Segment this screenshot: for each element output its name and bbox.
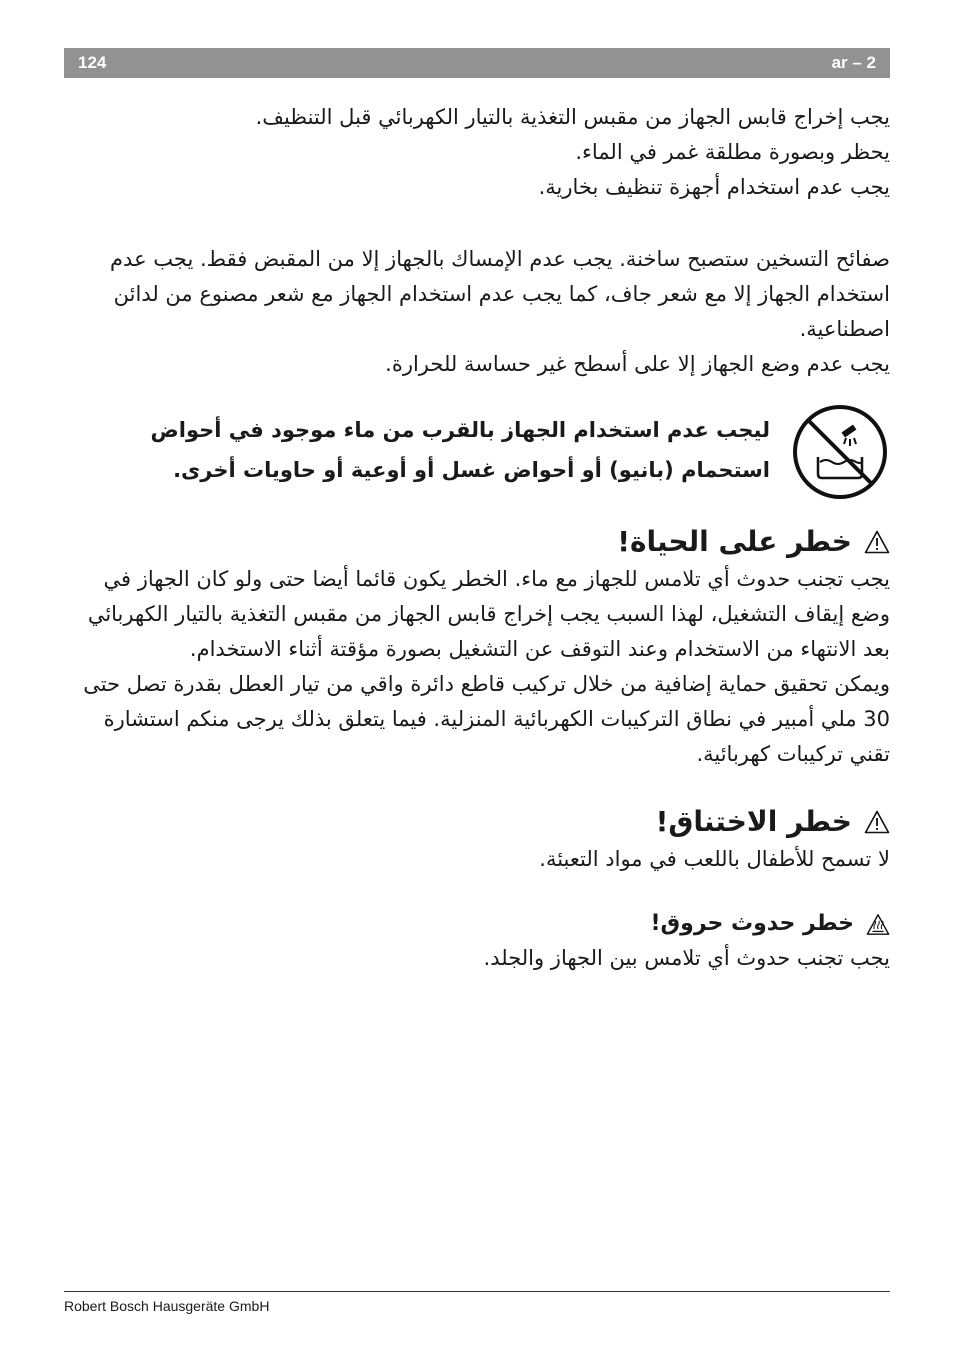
danger-life-title: خطر على الحياة!	[617, 525, 852, 558]
plates-paragraph: صفائح التسخين ستصبح ساخنة. يجب عدم الإمساك بالجهاز إلا من المقبض فقط. يجب عدم استخدام الجهاز إلا مع شعر جاف، كما يجب عدم استخدام الجهاز مع شعر مصنوع من لدائن اصطناعية.	[110, 247, 890, 341]
danger-life-paragraph-1: يجب تجنب حدوث أي تلامس للجهاز مع ماء. الخطر يكون قائما أيضا حتى ولو كان الجهاز في وضع إيقاف التشغيل، لهذا السبب يجب إخراج قابس الجهاز من مقبس التغذية بالتيار الكهربائي بعد الانتهاء من الاستخدام وعند التوقف عن التشغيل بصورة مؤقتة أثناء الاستخدام.	[87, 567, 890, 661]
danger-suffocation-text: لا تسمح للأطفال باللعب في مواد التعبئة.	[539, 847, 890, 871]
water-notice	[64, 402, 890, 502]
water-notice-text: ليجب عدم استخدام الجهاز بالقرب من ماء موجود في أحواض استحمام (بانيو) أو أحواض غسل أو أوعية أو حاويات أخرى.	[150, 418, 770, 482]
cleaning-line-2: يحظر وبصورة مطلقة غمر في الماء.	[575, 140, 890, 164]
page-header-bar	[64, 48, 890, 78]
warning-triangle-icon	[864, 530, 890, 554]
cleaning-line-1: يجب إخراج قابس الجهاز من مقبس التغذية بالتيار الكهربائي قبل التنظيف.	[255, 105, 890, 129]
hot-surface-warning-icon	[866, 913, 890, 936]
page-number: 124	[78, 53, 107, 72]
surface-paragraph: يجب عدم وضع الجهاز إلا على أسطح غير حساسة للحرارة.	[385, 352, 890, 376]
danger-suffocation-title: خطر الاختناق!	[655, 805, 852, 838]
footer-divider	[64, 1291, 890, 1292]
danger-suffocation-heading	[64, 802, 890, 842]
warning-triangle-icon	[864, 810, 890, 834]
danger-burns-text: يجب تجنب حدوث أي تلامس بين الجهاز والجلد.	[483, 946, 890, 970]
section-label: ar – 2	[831, 53, 876, 72]
danger-life-heading	[64, 522, 890, 562]
cleaning-line-3: يجب عدم استخدام أجهزة تنظيف بخارية.	[538, 175, 890, 199]
danger-burns-title: خطر حدوث حروق!	[650, 911, 854, 936]
danger-burns-heading	[64, 907, 890, 941]
page-content	[64, 100, 890, 976]
footer-company: Robert Bosch Hausgeräte GmbH	[64, 1298, 270, 1314]
no-water-bath-icon	[790, 402, 890, 502]
danger-life-paragraph-2: ويمكن تحقيق حماية إضافية من خلال تركيب قاطع دائرة واقي من تيار العطل بقدرة تصل حتى 30 ملي أمبير في نطاق التركيبات الكهربائية المنزلية. فيما يتعلق بذلك يرجى منكم استشارة تقني تركيبات كهربائية.	[83, 672, 890, 766]
